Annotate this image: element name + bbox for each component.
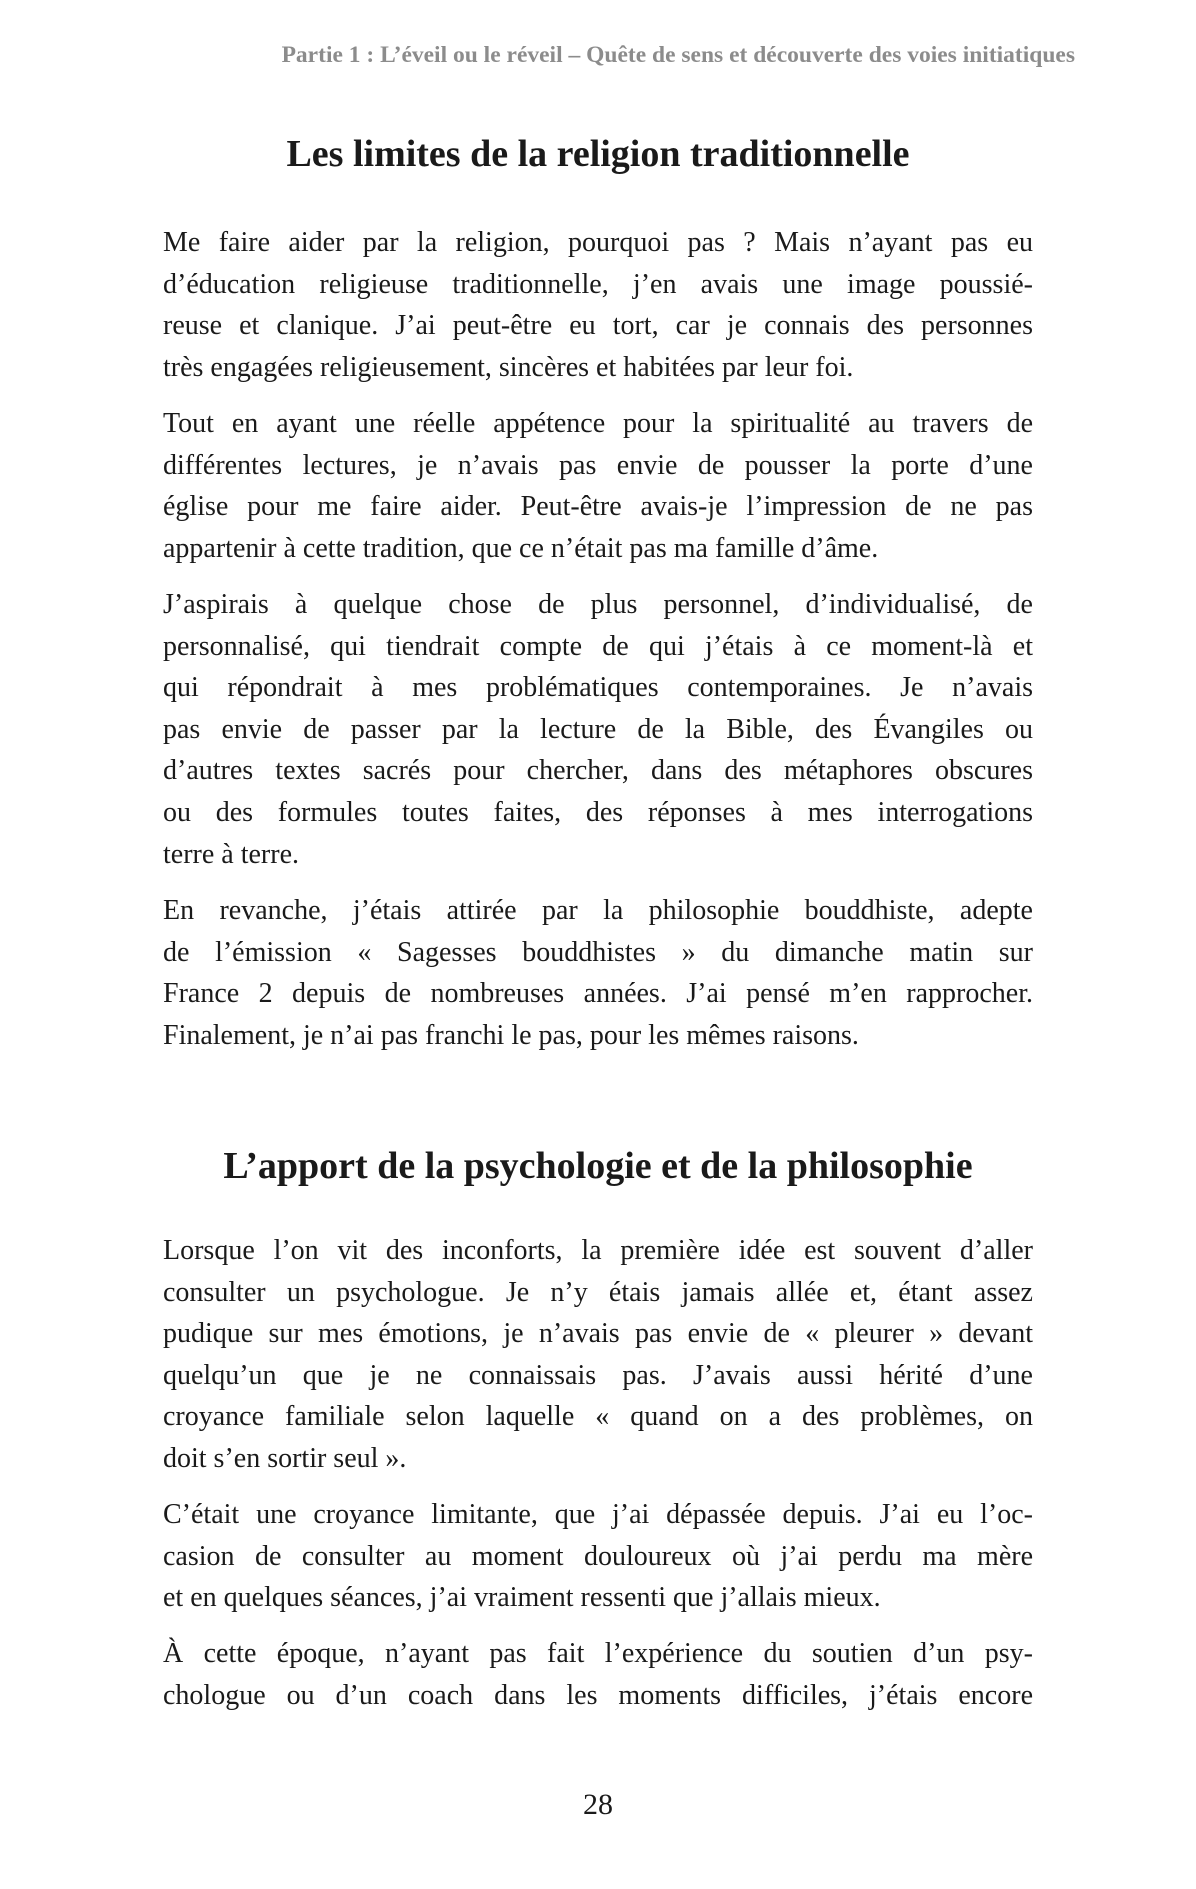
paragraph: [163, 403, 1033, 569]
text-line: pudique sur mes émotions, je n’avais pas envie de « pleurer » devant: [163, 1318, 1033, 1350]
paragraph: [163, 1494, 1033, 1619]
paragraph: [163, 890, 1033, 1056]
text-line: chologue ou d’un coach dans les moments difficiles, j’étais encore: [163, 1679, 1033, 1711]
paragraph: [163, 1230, 1033, 1480]
text-line: C’était une croyance limitante, que j’ai dépassée depuis. J’ai eu l’oc-: [163, 1499, 1033, 1530]
paragraph: [163, 222, 1033, 388]
text-line: très engagées religieusement, sincères et habitées par leur foi.: [163, 351, 854, 383]
text-line: d’autres textes sacrés pour chercher, dans des métaphores obscures: [163, 755, 1033, 787]
text-line: Lorsque l’on vit des inconforts, la première idée est souvent d’aller: [163, 1235, 1033, 1266]
text-line: qui répondrait à mes problématiques contemporaines. Je n’avais: [163, 672, 1033, 704]
text-line: croyance familiale selon laquelle « quand on a des problèmes, on: [163, 1401, 1033, 1433]
section-title-psychology: L’apport de la psychologie et de la philosophie: [223, 1145, 973, 1187]
text-line: Me faire aider par la religion, pourquoi pas ? Mais n’ayant pas eu: [163, 227, 1033, 258]
running-header: Partie 1 : L’éveil ou le réveil – Quête de sens et découverte des voies initiatiques: [281, 42, 1075, 68]
text-line: quelqu’un que je ne connaissais pas. J’avais aussi hérité d’une: [163, 1359, 1033, 1391]
text-line: différentes lectures, je n’avais pas envie de pousser la porte d’une: [163, 449, 1033, 481]
text-line: appartenir à cette tradition, que ce n’était pas ma famille d’âme.: [163, 532, 879, 564]
text-line: casion de consulter au moment douloureux où j’ai perdu ma mère: [163, 1540, 1033, 1572]
text-line: personnalisé, qui tiendrait compte de qui j’étais à ce moment-là et: [163, 630, 1033, 662]
text-line: de l’émission « Sagesses bouddhistes » du dimanche matin sur: [163, 936, 1033, 968]
text-line: pas envie de passer par la lecture de la Bible, des Évangiles ou: [163, 713, 1033, 745]
text-line: À cette époque, n’ayant pas fait l’expérience du soutien d’un psy-: [163, 1638, 1033, 1669]
text-line: consulter un psychologue. Je n’y étais jamais allée et, étant assez: [163, 1276, 1033, 1308]
text-line: reuse et clanique. J’ai peut-être eu tort, car je connais des personnes: [163, 310, 1033, 342]
text-line: terre à terre.: [163, 838, 299, 870]
paragraph: [163, 1633, 1033, 1716]
text-line: église pour me faire aider. Peut-être avais-je l’impression de ne pas: [163, 491, 1033, 523]
text-line: France 2 depuis de nombreuses années. J’ai pensé m’en rapprocher.: [163, 978, 1033, 1010]
text-line: ou des formules toutes faites, des réponses à mes interrogations: [163, 796, 1033, 828]
text-line: d’éducation religieuse traditionnelle, j’en avais une image poussié-: [163, 268, 1033, 300]
text-line: Tout en ayant une réelle appétence pour la spiritualité au travers de: [163, 408, 1033, 439]
text-line: Finalement, je n’ai pas franchi le pas, pour les mêmes raisons.: [163, 1019, 859, 1051]
section-title-religion: Les limites de la religion traditionnelle: [286, 133, 910, 175]
paragraph: [163, 584, 1033, 875]
page-number: 28: [583, 1788, 613, 1821]
text-line: et en quelques séances, j’ai vraiment ressenti que j’allais mieux.: [163, 1582, 881, 1614]
text-line: En revanche, j’étais attirée par la philosophie bouddhiste, adepte: [163, 895, 1033, 926]
text-line: doit s’en sortir seul ».: [163, 1442, 407, 1474]
text-line: J’aspirais à quelque chose de plus personnel, d’individualisé, de: [163, 589, 1033, 620]
